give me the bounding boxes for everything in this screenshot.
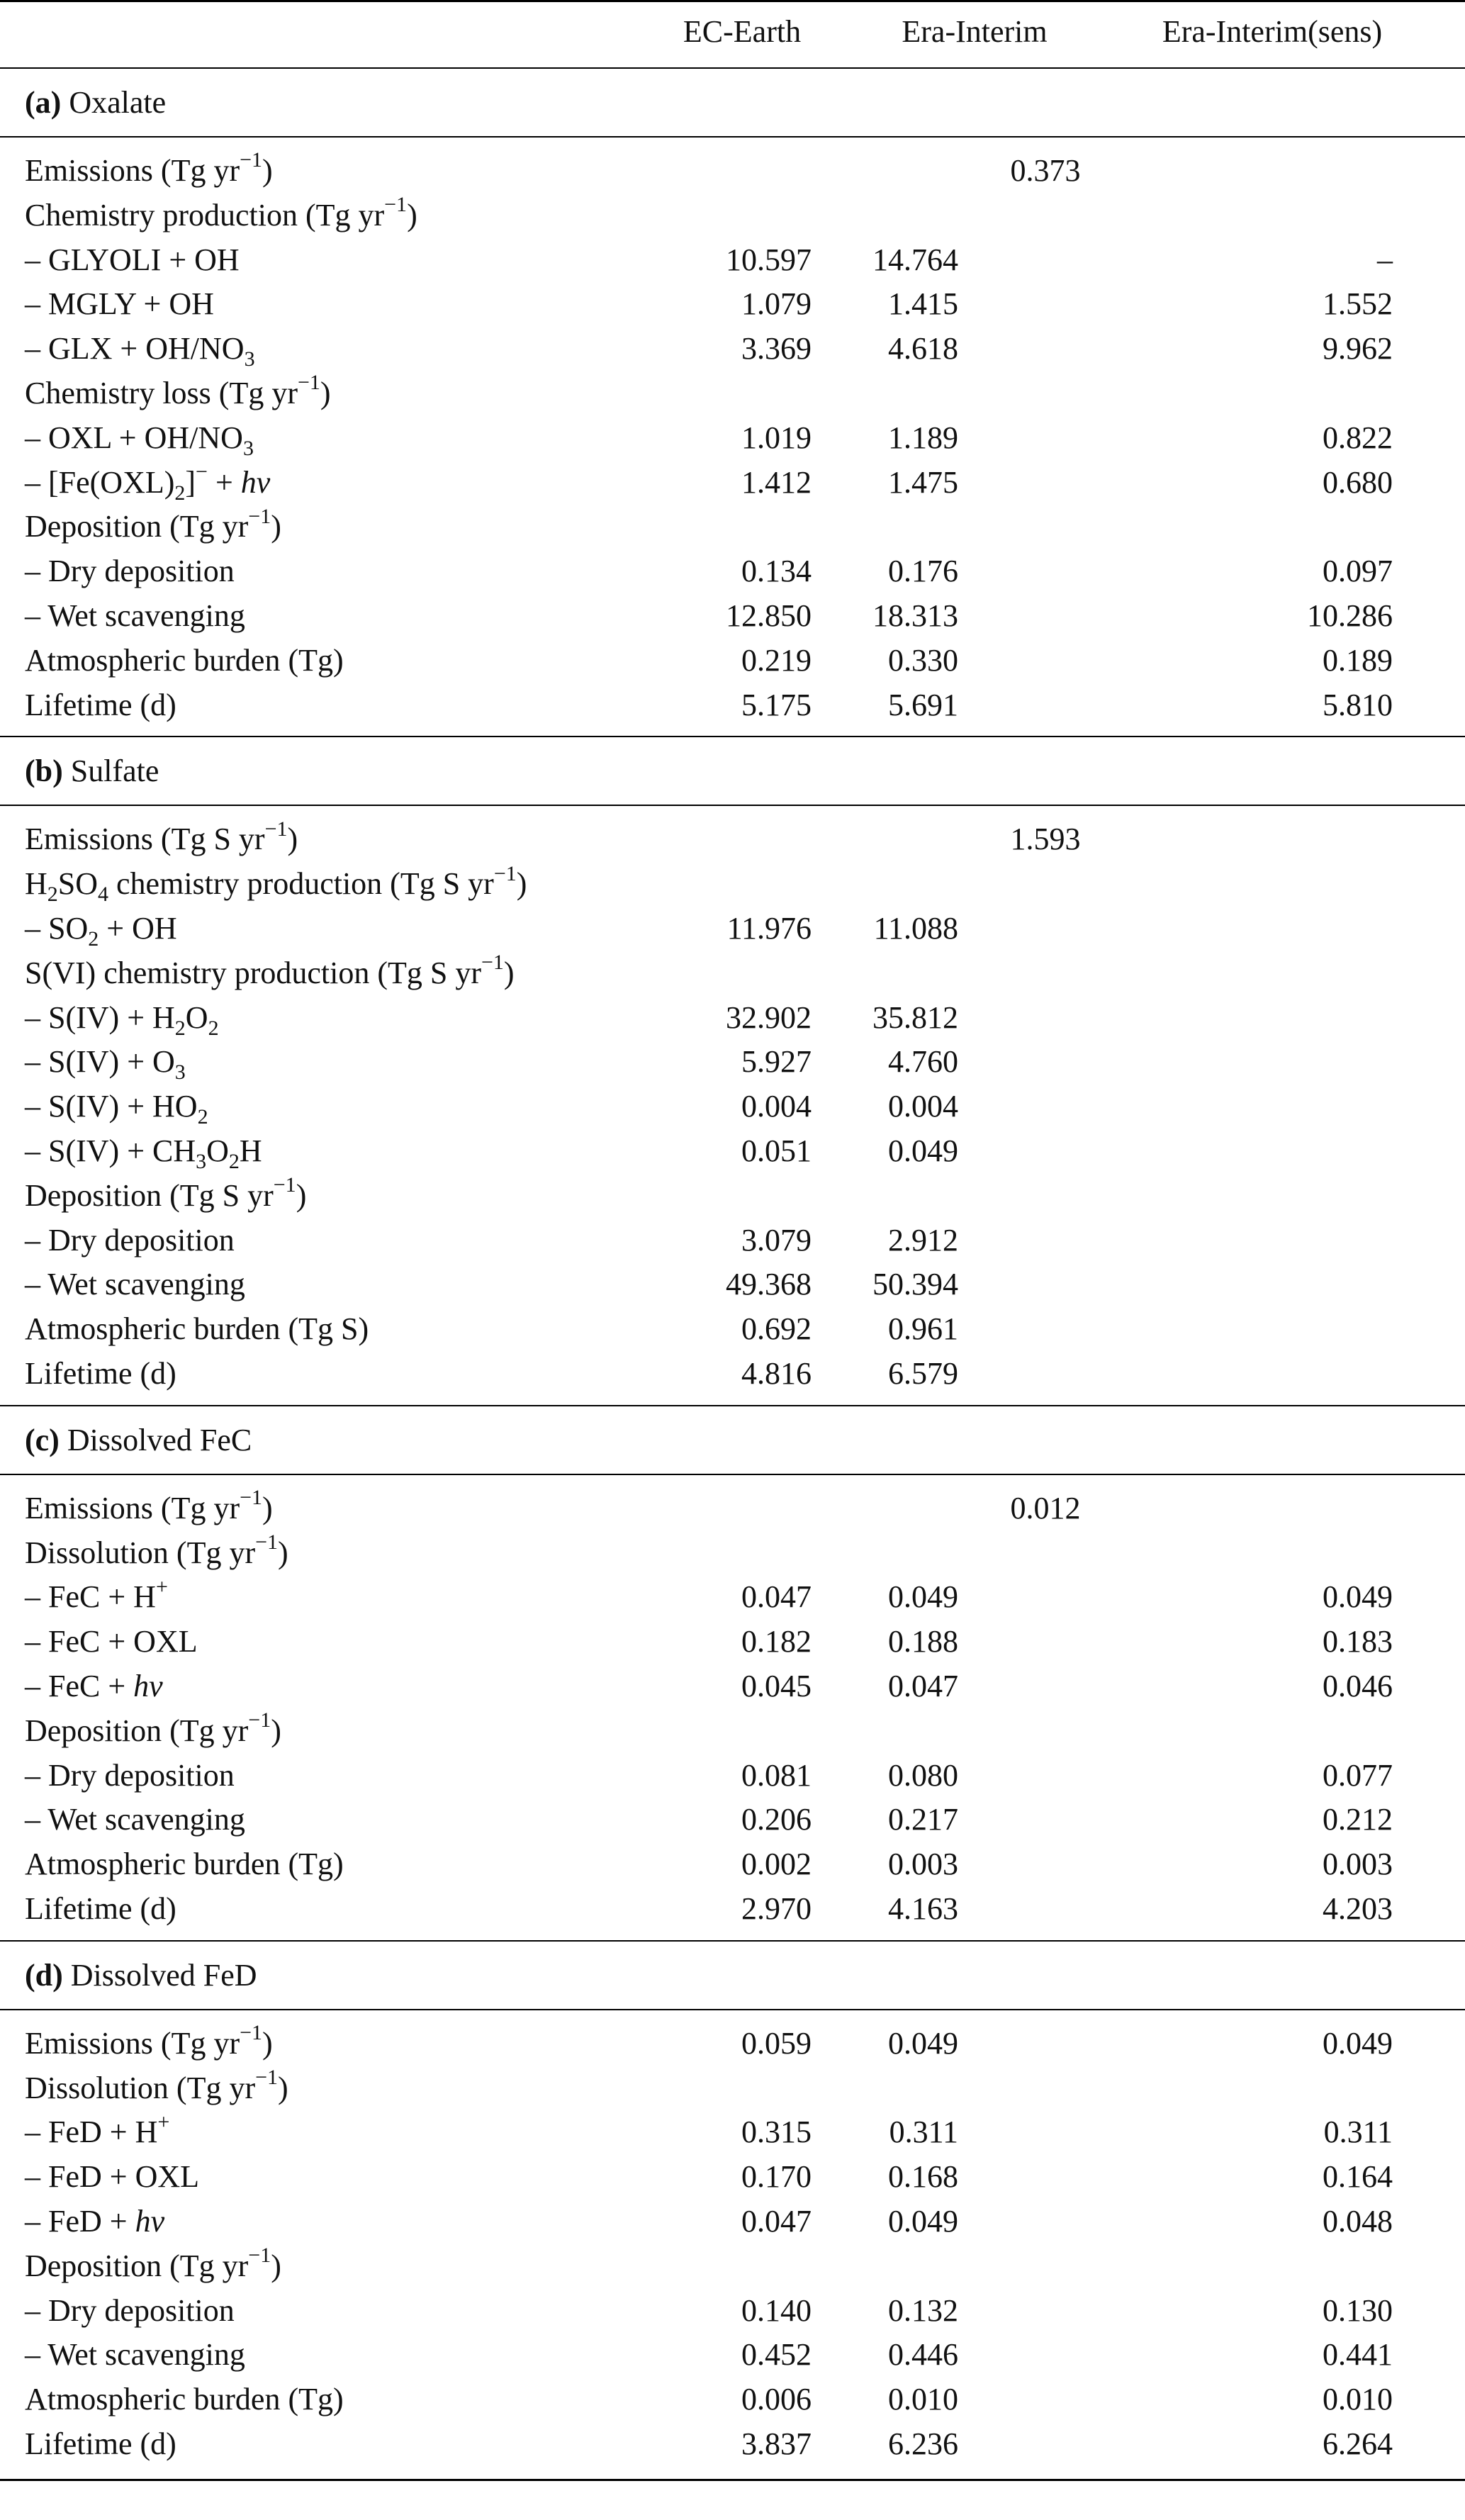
row-label: – Wet scavenging [25,1267,245,1302]
value-cell: 1.019 [741,420,812,455]
value-cell: 0.006 [741,2382,812,2417]
column-header: Era-Interim(sens) [1162,14,1383,49]
row-label: Dissolution (Tg $yr^{-1}$) [25,1530,288,1570]
row-label: Emissions (Tg $yr^{-1}$) [25,2021,273,2061]
value-cell: 0.961 [888,1311,958,1347]
value-cell: 11.088 [873,911,958,946]
value-cell: 0.051 [741,1133,812,1168]
value-cell: 0.311 [1323,2115,1393,2150]
section-title [25,1419,252,1462]
section-end-rule [0,736,1465,737]
row-label: – $SO_2$ + OH [25,911,177,951]
value-cell: 0.049 [888,1579,958,1615]
value-cell: 0.168 [888,2159,958,2195]
value-cell: 0.452 [741,2337,812,2373]
row-label: – MGLY + OH [25,286,214,322]
row-label: – FeD + H+ [25,2110,170,2150]
value-cell: 0.004 [888,1089,958,1124]
value-cell: 0.002 [741,1847,812,1882]
value-cell: 0.081 [741,1757,812,1793]
row-label: – Dry deposition [25,1222,235,1258]
value-cell: 12.850 [726,598,812,633]
column-header: Era-Interim [902,14,1048,49]
value-cell: 0.315 [741,2115,812,2150]
value-cell: 5.810 [1323,687,1393,722]
section-name: Dissolved FeD [70,1957,257,1993]
table-bottom-rule [0,2479,1465,2481]
row-label: Lifetime (d) [25,1891,176,1926]
value-cell: 0.219 [741,642,812,678]
section-name: Dissolved FeC [67,1422,252,1457]
value-cell: 0.047 [741,1579,812,1615]
value-cell: 0.132 [888,2292,958,2328]
value-cell: 0.080 [888,1757,958,1793]
row-label: – GLYOLI + OH [25,242,240,277]
column-header: EC-Earth [683,14,802,49]
spanned-value: 1.593 [1010,822,1081,857]
value-cell: 4.163 [888,1891,958,1926]
row-label: Atmospheric burden (Tg) [25,1847,344,1882]
value-cell: 1.189 [888,420,958,455]
value-cell: 1.415 [888,286,958,322]
value-cell: 4.203 [1323,1891,1393,1926]
row-label: Atmospheric burden (Tg S) [25,1311,369,1347]
value-cell: 10.286 [1307,598,1393,633]
row-label: – Wet scavenging [25,598,245,633]
row-label: – $[Fe(OXL)_2]^-$ + hv [25,459,271,505]
row-label: S(VI) chemistry production (Tg S $yr^{-1}$) [25,951,515,990]
row-label: – FeC + H+ [25,1574,168,1615]
row-label: – FeD + hv [25,2204,165,2239]
section-title [25,82,166,124]
section-name: Sulfate [70,754,159,789]
row-label: – Wet scavenging [25,1802,245,1837]
value-cell: 0.010 [1323,2382,1393,2417]
row-label: Atmospheric burden (Tg) [25,2382,344,2417]
value-cell: 0.049 [1323,1579,1393,1615]
value-cell: 0.212 [1323,1802,1393,1837]
value-cell: 1.475 [888,464,958,500]
value-cell: 4.618 [888,331,958,366]
row-label: – $S(IV) + H_2O_2$ [25,999,219,1040]
value-cell: 0.446 [888,2337,958,2373]
value-cell: 0.692 [741,1311,812,1347]
value-cell: 0.130 [1323,2292,1393,2328]
row-label: $H_2SO_4$ chemistry production (Tg S $yr^{-1}$) [25,861,527,906]
value-cell: 6.579 [888,1356,958,1391]
row-label: – Wet scavenging [25,2337,245,2373]
row-label: Deposition (Tg $yr^{-1}$) [25,504,281,544]
value-cell: 0.004 [741,1089,812,1124]
row-label: – $S(IV) + HO_2$ [25,1089,208,1129]
value-cell: 0.049 [888,2025,958,2061]
row-label: Emissions (Tg $yr^{-1}$) [25,148,273,188]
value-cell: 3.079 [741,1222,812,1258]
row-label: – Dry deposition [25,2292,235,2328]
value-cell: 6.236 [888,2426,958,2461]
row-label: Deposition (Tg $yr^{-1}$) [25,1708,281,1748]
value-cell: 4.816 [741,1356,812,1391]
row-label: Emissions (Tg $yr^{-1}$) [25,1486,273,1525]
value-cell: 0.047 [888,1669,958,1703]
value-cell: 0.010 [888,2382,958,2417]
value-cell: 9.962 [1323,331,1393,366]
row-label: – FeC + hv [25,1669,163,1703]
value-cell: 32.902 [726,999,812,1035]
row-label: Chemistry loss (Tg $yr^{-1}$) [25,371,331,410]
value-cell: 0.680 [1323,464,1393,500]
value-cell: 18.313 [872,598,958,633]
value-cell: 0.049 [1323,2025,1393,2061]
row-label: – $S(IV) + CH_3O_2H$ [25,1133,262,1173]
value-cell: 0.170 [741,2159,812,2195]
table-top-rule [0,0,1465,2]
value-cell: 0.183 [1323,1624,1393,1659]
value-cell: 49.368 [726,1267,812,1302]
value-cell: 0.134 [741,554,812,589]
value-cell: 0.049 [888,1133,958,1168]
header-rule [0,67,1465,69]
value-cell: 0.046 [1323,1669,1393,1703]
section-end-rule [0,1405,1465,1406]
spanned-value: 0.012 [1010,1490,1081,1525]
value-cell: 0.049 [888,2204,958,2239]
section-end-rule [0,1940,1465,1942]
section-letter: (c) [25,1422,60,1457]
value-cell: 5.691 [888,687,958,722]
section-letter: (a) [25,85,62,120]
row-label: – Dry deposition [25,554,235,589]
value-cell: 0.097 [1323,554,1393,589]
row-label: Lifetime (d) [25,687,176,722]
value-cell: 1.079 [741,286,812,322]
section-rule [0,136,1465,138]
value-cell: 50.394 [872,1267,958,1302]
value-cell: 0.003 [888,1847,958,1882]
value-cell: 0.206 [741,1802,812,1837]
value-cell: 0.140 [741,2292,812,2328]
row-label: Lifetime (d) [25,2426,176,2461]
section-title [25,1954,257,1997]
row-label: Lifetime (d) [25,1356,176,1391]
row-label: – FeC + OXL [25,1624,198,1659]
row-label: – OXL + $OH/NO_3$ [25,420,254,460]
row-label: – GLX + $OH/NO_3$ [25,331,255,371]
row-label: Atmospheric burden (Tg) [25,642,344,678]
value-cell: 0.176 [888,554,958,589]
value-cell: 0.189 [1323,642,1393,678]
row-label: Deposition (Tg S $yr^{-1}$) [25,1173,307,1213]
value-cell: 0.045 [741,1669,812,1703]
value-cell: 1.412 [741,464,812,500]
value-cell: 14.764 [872,242,958,277]
section-letter: (d) [25,1957,63,1993]
value-cell: 0.164 [1323,2159,1393,2195]
value-cell: 0.059 [741,2025,812,2061]
value-cell: 0.330 [888,642,958,678]
row-label: Chemistry production (Tg $yr^{-1}$) [25,193,417,233]
value-cell: 2.970 [741,1891,812,1926]
value-cell: 0.182 [741,1624,812,1659]
value-cell: 6.264 [1323,2426,1393,2461]
value-cell: 1.552 [1323,286,1393,322]
row-label: Dissolution (Tg $yr^{-1}$) [25,2065,288,2105]
value-cell: 0.441 [1323,2337,1393,2373]
value-cell: 0.047 [741,2204,812,2239]
row-label: Emissions (Tg S $yr^{-1}$) [25,817,298,857]
row-label: Deposition (Tg $yr^{-1}$) [25,2244,281,2283]
row-label: – Dry deposition [25,1757,235,1793]
value-cell: 5.927 [741,1044,812,1080]
value-cell: 0.188 [888,1624,958,1659]
row-label: – FeD + OXL [25,2159,200,2195]
value-cell: 0.077 [1323,1757,1393,1793]
value-cell: 0.822 [1323,420,1393,455]
value-cell: 0.217 [888,1802,958,1837]
value-cell: 11.976 [726,911,812,946]
section-rule [0,805,1465,806]
section-rule [0,1474,1465,1475]
section-letter: (b) [25,754,63,789]
row-label: – $S(IV) + O_3$ [25,1044,186,1085]
value-cell: 5.175 [741,687,812,722]
value-cell: 0.048 [1323,2204,1393,2239]
spanned-value: 0.373 [1010,153,1081,188]
value-cell: 35.812 [872,999,958,1035]
value-cell: 2.912 [888,1222,958,1258]
section-title [25,750,159,793]
value-cell: 3.837 [741,2426,812,2461]
value-cell: 3.369 [741,331,812,366]
value-cell: 0.311 [889,2115,958,2150]
value-cell: 0.003 [1323,1847,1393,1882]
value-cell: 10.597 [726,242,812,277]
value-cell: – [1377,242,1393,277]
section-rule [0,2009,1465,2010]
section-name: Oxalate [69,85,167,120]
value-cell: 4.760 [888,1044,958,1080]
